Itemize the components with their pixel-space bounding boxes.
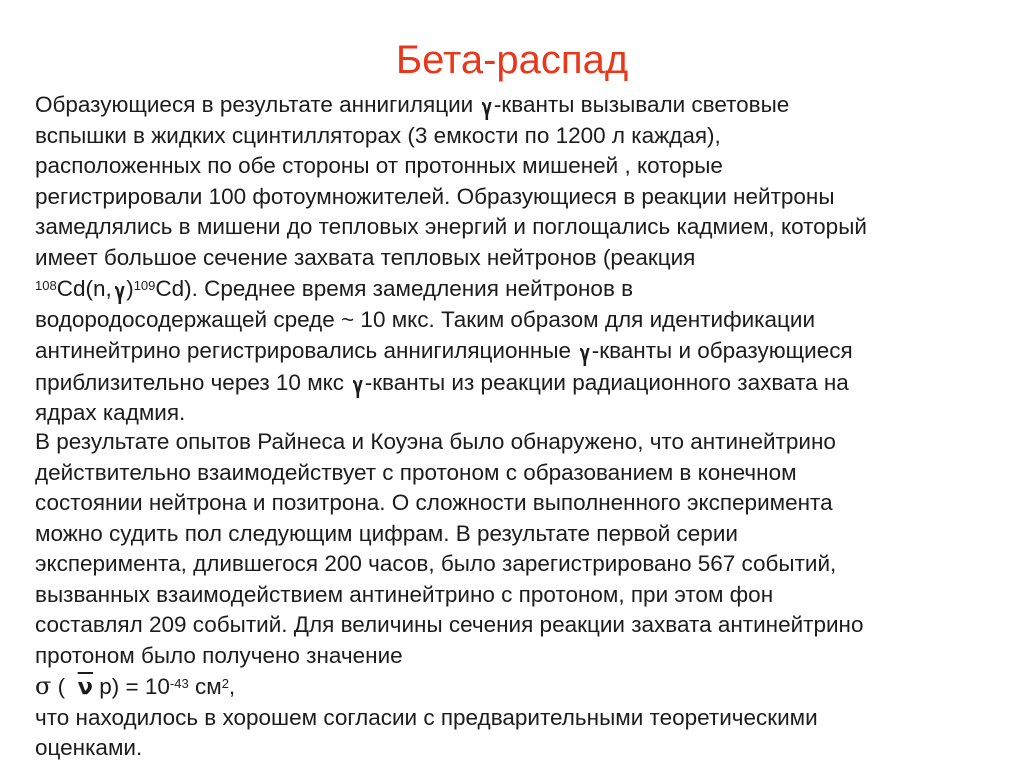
text-segment: антинейтрино регистрировались аннигиляционные xyxy=(35,338,578,363)
text-line: протоном было получено значение xyxy=(35,642,403,668)
text-line: вызванных взаимодействием антинейтрино с протоном, при этом фон xyxy=(35,581,774,607)
gamma-symbol: γ xyxy=(482,93,492,121)
text-line xyxy=(35,367,995,399)
text-line: оценками. xyxy=(35,735,143,760)
text-line: вспышки в жидких сцинтилляторах (3 емкости по 1200 л каждая), xyxy=(35,122,721,148)
text-segment: ) xyxy=(126,276,134,301)
text-line: эксперимента, длившегося 200 часов, было зарегистрировано 567 событий, xyxy=(35,551,837,576)
text-line: составлял 209 событий. Для величины сечения реакции захвата антинейтрино xyxy=(35,612,864,637)
gamma-symbol: γ xyxy=(114,277,124,305)
gamma-symbol: γ xyxy=(352,370,363,399)
text-line: В результате опытов Райнеса и Коуэна было обнаружено, что антинейтрино xyxy=(35,429,836,454)
text-segment: Cd). Среднее время замедления нейтронов в xyxy=(155,276,634,301)
text-segment: -кванты вызывали световые xyxy=(493,92,790,117)
text-line xyxy=(35,89,995,121)
unit-exponent: 2 xyxy=(221,676,229,691)
text-line: что находилось в хорошем согласии с предварительными теоретическими xyxy=(35,704,818,730)
text-line: можно судить пол следующим цифрам. В результате первой серии xyxy=(35,520,738,546)
exponent: -43 xyxy=(169,676,189,691)
gamma-symbol: γ xyxy=(579,339,590,367)
text-line: ядрах кадмия. xyxy=(35,400,186,425)
text-line: водородосодержащей среде ~ 10 мкс. Таким образом для идентификации xyxy=(35,306,816,332)
text-segment: -кванты из реакции радиационного захвата на xyxy=(364,369,849,395)
text-segment: ( xyxy=(51,674,78,699)
text-line: регистрировали 100 фотоумножителей. Образующиеся в реакции нейтроны xyxy=(35,183,835,209)
isotope-mass-108: 108 xyxy=(35,278,57,293)
text-line: состоянии нейтрона и позитрона. О сложности выполненного эксперимента xyxy=(35,490,833,515)
unit: см xyxy=(188,674,222,699)
text-line: расположенных по обе стороны от протонных мишеней , которые xyxy=(35,153,723,178)
text-segment: Образующиеся в результате аннигиляции xyxy=(35,92,480,117)
text-line xyxy=(35,335,995,367)
text-segment: p) = 10 xyxy=(92,674,170,699)
text-segment: , xyxy=(228,674,236,699)
text-line: имеет большое сечение захвата тепловых нейтронов (реакция xyxy=(35,244,696,270)
slide-title: Бета-распад xyxy=(395,38,629,82)
text-segment: -кванты и образующиеся xyxy=(591,338,853,363)
cross-section-formula xyxy=(35,671,995,703)
text-line: замедлялись в мишени до тепловых энергий и поглощались кадмием, который xyxy=(35,214,867,239)
text-segment: Cd(n, xyxy=(56,276,112,301)
sigma-symbol: σ xyxy=(35,672,52,700)
isotope-mass-109: 109 xyxy=(133,278,156,293)
paragraph-1 xyxy=(35,89,995,429)
text-line xyxy=(35,273,995,305)
antineutrino-symbol: $\overline{\nu}$ xyxy=(77,674,93,700)
paragraph-2 xyxy=(35,427,995,764)
text-line: действительно взаимодействует с протоном с образованием в конечном xyxy=(35,459,797,485)
text-segment: приблизительно через 10 мкс xyxy=(35,369,351,395)
